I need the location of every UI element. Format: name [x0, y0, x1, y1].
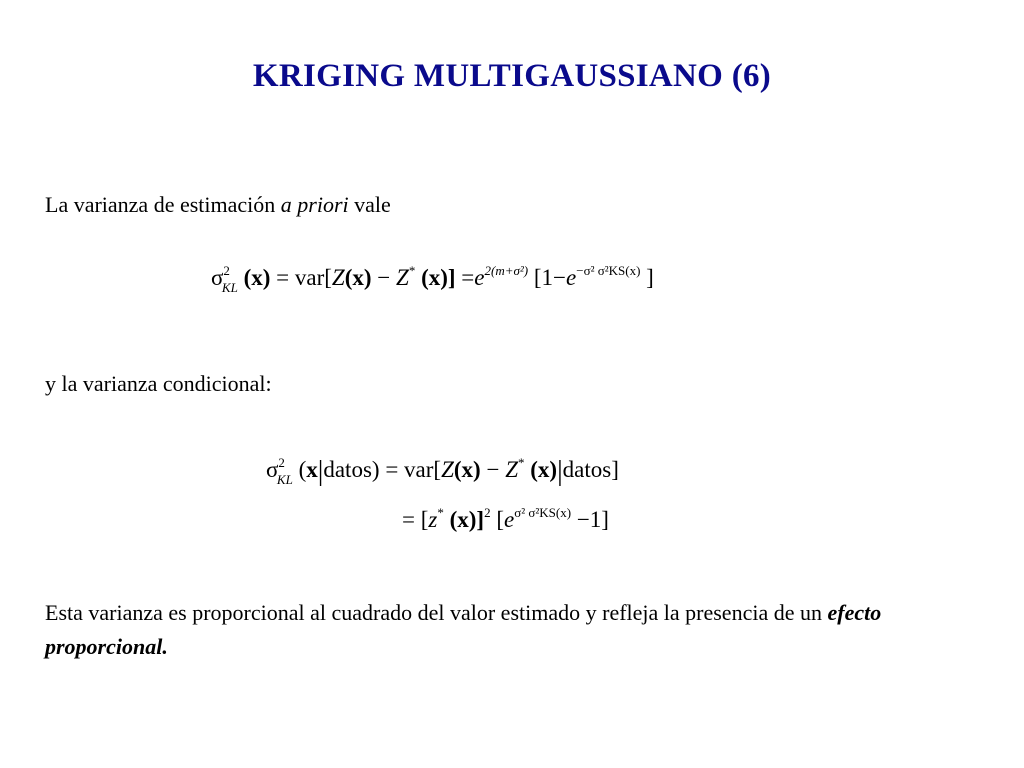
eq1-zstar-arg: (x)]	[421, 265, 456, 290]
eq3-equals: =	[402, 507, 415, 532]
eq3-e: e	[504, 507, 515, 532]
eq1-e: e	[474, 265, 485, 290]
eq1-sigma: σ	[211, 265, 224, 290]
eq2-datos: datos)	[323, 457, 380, 482]
eq3-z: z	[428, 507, 438, 532]
eq3-e-exp: σ² σ²KS(x)	[514, 505, 572, 520]
intro-paragraph	[45, 188, 391, 222]
eq3-open: [	[420, 507, 429, 532]
intro-text-after: vale	[348, 192, 391, 217]
eq1-close: ]	[646, 265, 654, 290]
eq2-equals: =	[385, 457, 399, 482]
eq2-datos2: datos]	[562, 457, 619, 482]
eq2-var: var[	[404, 457, 442, 482]
conclusion-emphasis: efecto proporcional.	[45, 600, 882, 659]
intro-text-before: La varianza de estimación	[45, 192, 281, 217]
eq1-e-exp: 2(m+σ²)	[484, 263, 529, 278]
eq1-star: *	[408, 263, 416, 278]
eq2-sigma-sub: KL	[276, 472, 293, 487]
eq1-z: Z	[331, 265, 345, 290]
eq2-sigma-sup: 2	[278, 455, 285, 470]
eq3-z-arg: (x)]	[449, 507, 485, 532]
eq3-open2: [	[496, 507, 505, 532]
eq2-z: Z	[441, 457, 454, 482]
eq2-open: (	[298, 457, 307, 482]
eq2-zstar: Z	[505, 457, 518, 482]
eq1-e2-exp: −σ² σ²KS(x)	[576, 263, 641, 278]
intro-text-italic: a priori	[280, 192, 349, 217]
slide-title: KRIGING MULTIGAUSSIANO (6)	[252, 58, 772, 94]
eq2-minus: −	[486, 457, 500, 482]
equation-conditional-variance	[266, 455, 619, 487]
equation-conditional-variance-expanded	[402, 505, 609, 532]
eq1-sigma-sup: 2	[223, 263, 230, 278]
eq2-zstar-arg: (x)	[530, 457, 558, 482]
eq2-x: x	[306, 457, 318, 482]
conditional-intro: y la varianza condicional:	[45, 371, 272, 396]
eq2-z-arg: (x)	[453, 457, 481, 482]
eq1-zstar: Z	[396, 265, 409, 290]
eq2-bar2: |	[557, 456, 563, 487]
eq1-minus: −	[377, 265, 391, 290]
eq1-bracket: [1−	[533, 265, 567, 290]
eq2-star: *	[517, 455, 525, 470]
eq1-sigma-sub: KL	[221, 280, 238, 295]
eq3-square: 2	[484, 505, 491, 520]
eq1-e2: e	[566, 265, 577, 290]
eq1-var: var[	[294, 265, 332, 290]
equation-a-priori-variance	[211, 263, 654, 295]
eq3-tail: −1]	[576, 507, 609, 532]
eq1-lhs-arg: (x)	[243, 265, 271, 290]
eq1-equals: =	[276, 265, 290, 290]
eq1-equals2: =	[461, 265, 475, 290]
eq2-sigma: σ	[266, 457, 279, 482]
conclusion-paragraph	[45, 596, 995, 664]
eq2-bar: |	[317, 456, 324, 487]
eq1-z-arg: (x)	[344, 265, 372, 290]
eq3-star: *	[437, 505, 444, 520]
conclusion-text: Esta varianza es proporcional al cuadrado del valor estimado y refleja la presencia de un	[45, 600, 828, 625]
